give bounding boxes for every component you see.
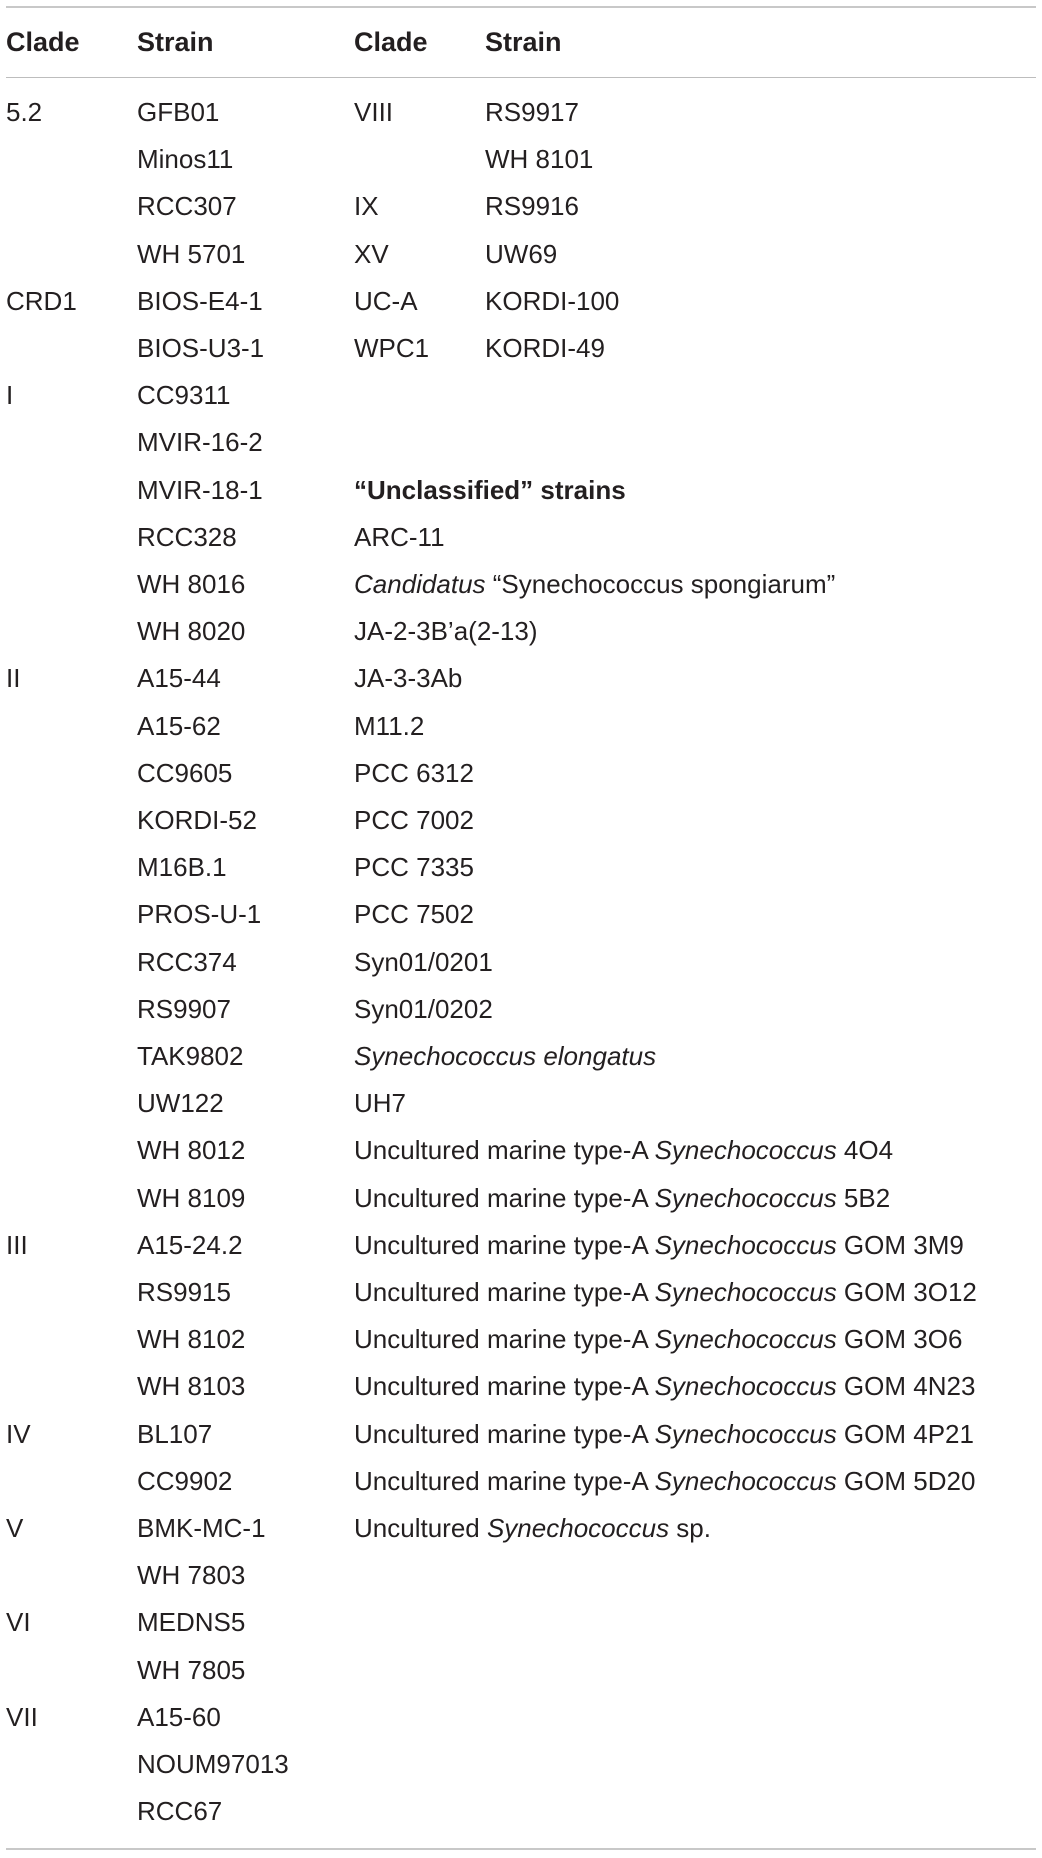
table-row xyxy=(0,1464,1042,1511)
table-row xyxy=(0,1133,1042,1180)
table-row xyxy=(0,1086,1042,1133)
table-row xyxy=(0,803,1042,850)
strain-cell: WH 8012 xyxy=(137,1135,246,1166)
strain-text-segment: 4O4 xyxy=(836,1135,894,1166)
strain-text-segment: Synechococcus xyxy=(654,1324,837,1355)
clade-cell: UC-A xyxy=(354,285,418,316)
strain-cell: WH 8020 xyxy=(137,616,246,647)
strain-cell: CC9311 xyxy=(137,380,231,411)
strain-text-segment: GOM 3O6 xyxy=(836,1324,963,1355)
strain-text-segment: Candidatus xyxy=(354,569,486,599)
strain-cell: A15-24.2 xyxy=(137,1229,243,1260)
unclassified-strain-cell xyxy=(354,1369,975,1403)
unclassified-strain-cell xyxy=(354,1322,962,1356)
strain-cell: RS9907 xyxy=(137,993,231,1024)
table-row xyxy=(0,850,1042,897)
strain-cell: BIOS-U3-1 xyxy=(137,333,265,363)
clade-cell: V xyxy=(6,1513,24,1543)
header-clade-1: Clade xyxy=(6,27,80,57)
strain-text-segment: PCC 7335 xyxy=(354,852,474,883)
table-row xyxy=(0,1322,1042,1369)
strain-cell: A15-44 xyxy=(137,663,221,694)
clade-cell: WPC1 xyxy=(354,333,430,363)
strain-text-segment: GOM 4N23 xyxy=(836,1371,976,1402)
strain-text-segment: JA-2-3B’a(2-13) xyxy=(354,616,538,647)
strain-cell: RCC307 xyxy=(137,191,237,222)
table-row xyxy=(0,1605,1042,1652)
unclassified-strain-cell xyxy=(354,1181,890,1215)
unclassified-strain-cell xyxy=(354,1464,975,1498)
table-row xyxy=(0,1181,1042,1228)
table-row xyxy=(0,661,1042,708)
table-row xyxy=(0,756,1042,803)
strain-text-segment: Uncultured xyxy=(354,1513,487,1543)
table-row xyxy=(0,945,1042,992)
strain-cell: RCC328 xyxy=(137,521,237,552)
strain-cell: KORDI-52 xyxy=(137,805,257,835)
table-row xyxy=(0,142,1042,189)
table-row xyxy=(0,425,1042,472)
clade-cell: XV xyxy=(354,238,389,269)
strain-cell: KORDI-49 xyxy=(485,333,605,363)
table-row xyxy=(0,284,1042,331)
table-row xyxy=(0,378,1042,425)
header-separator-rule xyxy=(6,77,1036,78)
strain-cell: KORDI-100 xyxy=(485,285,620,316)
unclassified-strain-cell xyxy=(354,661,462,695)
table-row xyxy=(0,992,1042,1039)
table-row xyxy=(0,1558,1042,1605)
table-row xyxy=(0,1369,1042,1416)
unclassified-strain-cell xyxy=(354,1086,406,1120)
strain-text-segment: PCC 6312 xyxy=(354,757,474,788)
strain-cell: UW122 xyxy=(137,1088,224,1119)
strain-cell: Minos11 xyxy=(137,144,234,175)
strain-cell: WH 8103 xyxy=(137,1371,246,1402)
strain-text-segment: Uncultured marine type-A xyxy=(354,1277,655,1307)
unclassified-strain-cell xyxy=(354,1417,974,1451)
strain-cell: RS9915 xyxy=(137,1277,231,1307)
table-top-rule xyxy=(6,6,1036,8)
strain-text-segment: “Synechococcus spongiarum” xyxy=(485,569,836,599)
strain-cell: CC9902 xyxy=(137,1465,233,1496)
table-row xyxy=(0,520,1042,567)
strain-text-segment: Synechococcus xyxy=(654,1418,837,1449)
strain-text-segment: Uncultured marine type-A xyxy=(354,1418,655,1449)
strain-cell: A15-60 xyxy=(137,1701,221,1732)
table-row xyxy=(0,473,1042,520)
strain-cell: WH 8102 xyxy=(137,1324,246,1355)
strain-text-segment: GOM 4P21 xyxy=(836,1418,974,1449)
strain-text-segment: PCC 7002 xyxy=(354,805,474,835)
clade-cell: I xyxy=(6,380,14,411)
strain-text-segment: Synechococcus elongatus xyxy=(354,1041,657,1071)
strain-text-segment: Synechococcus xyxy=(654,1229,837,1260)
unclassified-strain-cell xyxy=(354,709,424,743)
table-row xyxy=(0,897,1042,944)
strain-cell: BIOS-E4-1 xyxy=(137,285,263,316)
table-row xyxy=(0,189,1042,236)
table-row xyxy=(0,331,1042,378)
clade-cell: II xyxy=(6,663,21,694)
strain-cell: MEDNS5 xyxy=(137,1607,246,1638)
strain-text-segment: Uncultured marine type-A xyxy=(354,1182,655,1213)
strain-cell: MVIR-18-1 xyxy=(137,474,263,505)
header-strain-1: Strain xyxy=(137,27,214,57)
strain-text-segment: Uncultured marine type-A xyxy=(354,1371,655,1402)
strain-cell: WH 5701 xyxy=(137,238,246,269)
strain-text-segment: GOM 3M9 xyxy=(836,1229,964,1260)
table-row xyxy=(0,1700,1042,1747)
strain-text-segment: PCC 7502 xyxy=(354,899,474,930)
strain-text-segment: Uncultured marine type-A xyxy=(354,1324,655,1355)
strain-cell: WH 7803 xyxy=(137,1560,246,1591)
table-row xyxy=(0,1039,1042,1086)
strain-text-segment: UH7 xyxy=(354,1088,407,1119)
table-row xyxy=(0,95,1042,142)
header-clade-2: Clade xyxy=(354,27,428,57)
unclassified-strain-cell xyxy=(354,1133,893,1167)
strain-text-segment: 5B2 xyxy=(836,1182,891,1213)
strain-text-segment: Synechococcus xyxy=(654,1371,837,1402)
strain-text-segment: Synechococcus xyxy=(654,1135,837,1166)
unclassified-strain-cell xyxy=(354,1039,656,1073)
strain-text-segment: Syn01/0201 xyxy=(354,946,493,977)
table-row xyxy=(0,1511,1042,1558)
table-row xyxy=(0,1228,1042,1275)
clade-cell: IV xyxy=(6,1418,31,1449)
table-row xyxy=(0,614,1042,661)
unclassified-strain-cell xyxy=(354,520,445,554)
strain-text-segment: Uncultured marine type-A xyxy=(354,1135,655,1166)
table-row xyxy=(0,1653,1042,1700)
unclassified-strain-cell xyxy=(354,1228,964,1262)
strain-cell: WH 8101 xyxy=(485,144,594,175)
strain-text-segment: Uncultured marine type-A xyxy=(354,1465,655,1496)
unclassified-strain-cell xyxy=(354,614,538,648)
strain-cell: RCC67 xyxy=(137,1796,223,1827)
strain-cell: UW69 xyxy=(485,238,558,269)
strain-text-segment: sp. xyxy=(669,1513,711,1543)
strain-text-segment: Synechococcus xyxy=(654,1277,837,1307)
unclassified-strain-cell xyxy=(354,1275,977,1309)
strain-text-segment: GOM 5D20 xyxy=(836,1465,976,1496)
clade-cell: 5.2 xyxy=(6,97,43,127)
table-row xyxy=(0,567,1042,614)
strain-cell: CC9605 xyxy=(137,757,233,788)
table-row xyxy=(0,709,1042,756)
unclassified-strain-cell xyxy=(354,756,474,790)
clade-cell: VI xyxy=(6,1607,31,1638)
section-heading: “Unclassified” strains xyxy=(354,474,626,505)
unclassified-strain-cell xyxy=(354,897,474,931)
unclassified-strain-cell xyxy=(354,992,493,1026)
table-row xyxy=(0,237,1042,284)
strain-cell: GFB01 xyxy=(137,97,220,127)
strain-cell: BMK-MC-1 xyxy=(137,1513,266,1543)
unclassified-strain-cell xyxy=(354,803,474,837)
strain-cell: RS9916 xyxy=(485,191,579,222)
strain-cell: BL107 xyxy=(137,1418,213,1449)
clade-cell: VIII xyxy=(354,97,394,127)
unclassified-strain-cell xyxy=(354,473,626,507)
strain-cell: WH 8016 xyxy=(137,569,246,599)
unclassified-strain-cell xyxy=(354,567,835,601)
strain-text-segment: Uncultured marine type-A xyxy=(354,1229,655,1260)
clade-cell: III xyxy=(6,1229,28,1260)
strain-text-segment: ARC-11 xyxy=(354,521,445,552)
unclassified-strain-cell xyxy=(354,1511,711,1545)
strain-text-segment: Synechococcus xyxy=(654,1182,837,1213)
clade-cell: CRD1 xyxy=(6,285,77,316)
strain-cell: TAK9802 xyxy=(137,1041,244,1071)
strain-cell: PROS-U-1 xyxy=(137,899,262,930)
clade-cell: IX xyxy=(354,191,379,222)
table-bottom-rule xyxy=(6,1848,1036,1850)
table-row xyxy=(0,1417,1042,1464)
strain-cell: A15-62 xyxy=(137,710,221,741)
strain-text-segment: GOM 3O12 xyxy=(836,1277,977,1307)
header-strain-2: Strain xyxy=(485,27,562,57)
strain-text-segment: Syn01/0202 xyxy=(354,993,493,1024)
table-row xyxy=(0,1794,1042,1841)
unclassified-strain-cell xyxy=(354,945,493,979)
strain-text-segment: JA-3-3Ab xyxy=(354,663,463,694)
strain-cell: M16B.1 xyxy=(137,852,227,883)
strain-cell: RCC374 xyxy=(137,946,237,977)
strain-text-segment: Synechococcus xyxy=(654,1465,837,1496)
strain-cell: RS9917 xyxy=(485,97,579,127)
strain-cell: MVIR-16-2 xyxy=(137,427,263,458)
strain-text-segment: Synechococcus xyxy=(486,1513,670,1543)
unclassified-strain-cell xyxy=(354,850,474,884)
strain-cell: WH 8109 xyxy=(137,1182,246,1213)
strain-cell: WH 7805 xyxy=(137,1654,246,1685)
strain-cell: NOUM97013 xyxy=(137,1749,289,1779)
strain-text-segment: M11.2 xyxy=(354,710,425,741)
table-row xyxy=(0,1747,1042,1794)
clade-cell: VII xyxy=(6,1701,38,1732)
table-row xyxy=(0,1275,1042,1322)
